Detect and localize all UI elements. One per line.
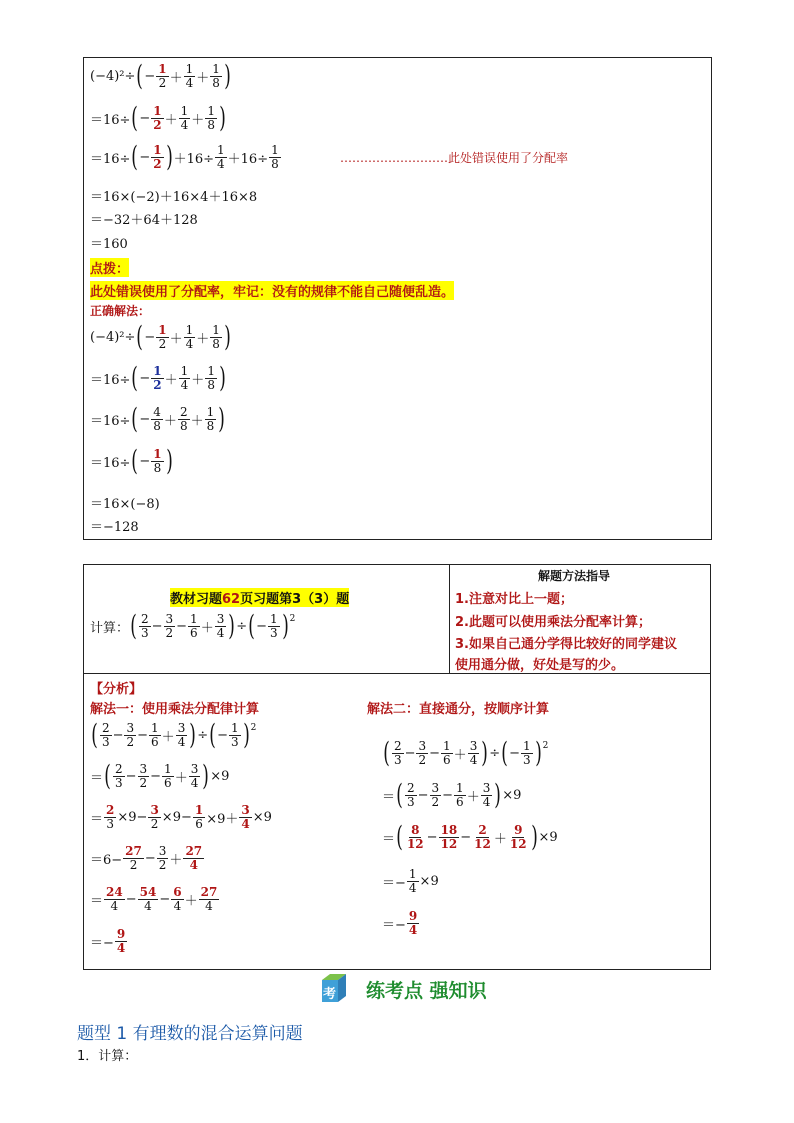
m1-line-0: ( $\frac{2}{3}$ − $\frac{3}{2}$ − $\frac{1}{6}$ ＋ $\frac{3}{4}$ ) ÷ ( − $\frac{1}{3}$ ) 2 xyxy=(91,718,257,751)
m2-line-1: ＝ ( $\frac{2}{3}$ − $\frac{3}{2}$ − $\frac{1}{6}$ ＋ $\frac{3}{4}$ ) ×9 xyxy=(382,778,522,811)
tip-label: 点拨： xyxy=(90,258,129,277)
section-title: 题型 1 有理数的混合运算问题 xyxy=(77,1024,303,1044)
guide-item-3: 3.如果自己通分学得比较好的同学建议 xyxy=(455,637,677,652)
banner-cube-icon: 考 xyxy=(318,972,350,1004)
box2-vdivider xyxy=(449,564,450,674)
m2-line-0: ( $\frac{2}{3}$ − $\frac{3}{2}$ − $\frac{1}{6}$ ＋ $\frac{3}{4}$ ) ÷ ( − $\frac{1}{3}$ ) 2 xyxy=(383,736,549,769)
question-1: 1．计算： xyxy=(77,1049,138,1064)
tip-text: 此处错误使用了分配率，牢记：没有的规律不能自己随便乱造。 xyxy=(90,281,454,300)
guide-title: 解题方法指导 xyxy=(538,569,611,583)
m1-line-2: ＝ $\frac{2}{3}$ ×9− $\frac{3}{2}$ ×9− $\frac{1}{6}$ ×9＋ $\frac{3}{4}$ ×9 xyxy=(90,803,272,831)
guide-item-4: 使用通分做，好处是写的少。 xyxy=(455,658,625,673)
m2-line-3: ＝− $\frac{1}{4}$ ×9 xyxy=(382,867,439,895)
method-1-label: 解法一：使用乘法分配律计算 xyxy=(90,702,260,717)
m1-line-1: ＝ ( $\frac{2}{3}$ − $\frac{3}{2}$ − $\frac{1}{6}$ ＋ $\frac{3}{4}$ ) ×9 xyxy=(90,759,230,792)
guide-item-2: 2.此题可以使用乘法分配率计算； xyxy=(455,615,651,630)
box1-line-0: (−4)²÷ ( − $\frac{1}{2}$ ＋ $\frac{1}{4}$ ＋ $\frac{1}{8}$ ) xyxy=(90,59,231,92)
m2-line-4: ＝− $\frac{9}{4}$ xyxy=(382,909,418,937)
m1-line-5: ＝− $\frac{9}{4}$ xyxy=(90,927,126,955)
method-2-label: 解法二：直接通分，按顺序计算 xyxy=(367,702,550,717)
banner-text: 练考点 强知识 xyxy=(366,980,487,1002)
error-note: ………………………此处错误使用了分配率 xyxy=(340,151,569,165)
correct-line-3: ＝16÷ ( − $\frac{1}{8}$ ) xyxy=(90,444,173,477)
correct-line-2: ＝16÷ ( − $\frac{4}{8}$ ＋ $\frac{2}{8}$ ＋ $\frac{1}{8}$ ) xyxy=(90,402,225,435)
correct-line-0: (−4)²÷ ( − $\frac{1}{2}$ ＋ $\frac{1}{4}$ ＋ $\frac{1}{8}$ ) xyxy=(90,320,231,353)
box1-line-5: ＝160 xyxy=(90,237,128,252)
guide-item-1: 1.注意对比上一题； xyxy=(455,592,573,607)
correct-line-1: ＝16÷ ( − $\frac{1}{2}$ ＋ $\frac{1}{4}$ ＋ $\frac{1}{8}$ ) xyxy=(90,361,226,394)
m1-line-4: ＝ $\frac{24}{4}$ − $\frac{54}{4}$ − $\frac{6}{4}$ ＋ $\frac{27}{4}$ xyxy=(90,885,218,913)
correct-line-4: ＝16×(−8) xyxy=(90,497,160,512)
box1-line-4: ＝−32＋64＋128 xyxy=(90,213,198,228)
correct-solution-label: 正确解法： xyxy=(90,304,151,318)
box1-line-3: ＝16×(−2)＋16×4＋16×8 xyxy=(90,190,258,205)
correct-line-5: ＝−128 xyxy=(90,520,139,535)
m1-line-3: ＝6− $\frac{27}{2}$ − $\frac{3}{2}$ ＋ $\frac{27}{4}$ xyxy=(90,844,203,872)
box1-line-1: ＝16÷ ( − $\frac{1}{2}$ ＋ $\frac{1}{4}$ ＋ $\frac{1}{8}$ ) xyxy=(90,101,226,134)
m2-line-2: ＝ ( $\frac{8}{12}$ − $\frac{18}{12}$ − $\frac{2}{12}$ ＋ $\frac{9}{12}$ ) ×9 xyxy=(382,820,558,853)
exercise-title: 教材习题62页习题第3（3）题 xyxy=(170,588,349,607)
box2-hdivider xyxy=(83,673,711,674)
box1-line-2: ＝16÷ ( − $\frac{1}{2}$ ) ＋16÷ $\frac{1}{4}$ ＋16÷ $\frac{1}{8}$ xyxy=(90,140,279,173)
analysis-label: 【分析】 xyxy=(90,682,143,697)
exercise-expression: 计算： ( $\frac{2}{3}$ − $\frac{3}{2}$ − $\frac{1}{6}$ ＋ $\frac{3}{4}$ ) ÷ ( − $\frac{1}{3}$ ) 2 xyxy=(90,609,296,642)
